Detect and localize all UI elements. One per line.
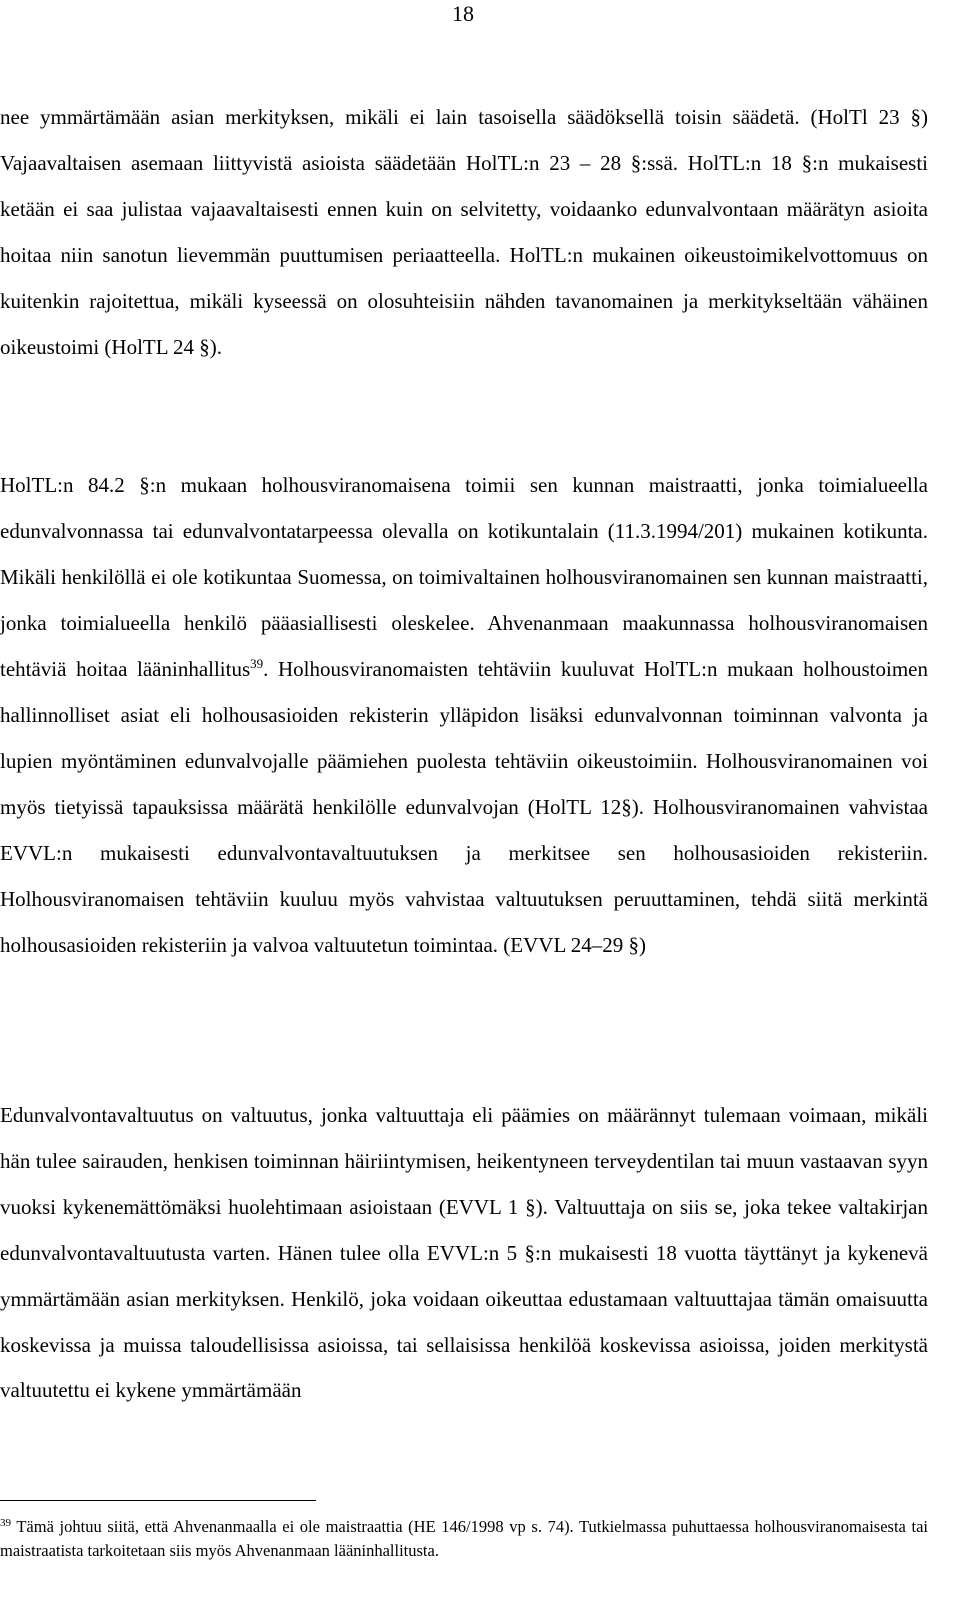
paragraph-3: Edunvalvontavaltuutus on valtuutus, jonka valtuuttaja eli päämies on määrännyt tulemaan voimaan, mikäli hän tulee sairauden, henkisen toiminnan häiriintymisen, heikentyneen terveydentilan tai muun vastaavan syyn vuoksi kykenemättömäksi huolehtimaan asioistaan (EVVL 1 §). Valtuuttaja on siis se, joka tekee valtakirjan edunvalvontavaltuutusta varten. Hänen tulee olla EVVL:n 5 §:n mukaisesti 18 vuotta täyttänyt ja kykenevä ymmärtämään asian merkityksen. Henkilö, joka voidaan oikeuttaa edustamaan valtuuttajaa tämän omaisuutta koskevissa ja muissa taloudellisissa asioissa, tai sellaisissa henkilöä koskevissa asioissa, joiden merkitystä valtuutettu ei kykene ymmärtämään <box>0 1103 928 1403</box>
page-number: 18 <box>452 1 474 26</box>
paragraph-2-text-after-note: . Holhousviranomaisten tehtäviin kuuluvat HolTL:n mukaan holhoustoimen hallinnolliset asiat eli holhousasioiden rekisterin ylläpidon lisäksi edunvalvonnan toiminnan valvonta ja lupien myöntäminen edunvalvojalle päämiehen puolesta tehtäviin oikeustoimiin. Holhousviranomainen voi myös tietyissä tapauksissa määrätä henkilölle edunvalvojan (HolTL 12§). Holhousviranomainen vahvistaa EVVL:n mukaisesti edunvalvontavaltuutuksen ja merkitsee sen holhousasioiden rekisteriin. Holhousviranomaisen tehtäviin kuuluu myös vahvistaa valtuutuksen peruuttaminen, tehdä siitä merkintä holhousasioiden rekisteriin ja valvoa valtuutetun toimintaa. (EVVL 24–29 §) <box>0 657 929 957</box>
footnote <box>0 1515 928 1563</box>
footnote-reference: 39 <box>250 656 264 671</box>
paragraph-2 <box>0 462 928 968</box>
footnote-text: Tämä johtuu siitä, että Ahvenanmaalla ei ole maistraattia (HE 146/1998 vp s. 74). Tutkielmassa puhuttaessa holhousviranomaisesta tai maistraatista tarkoitetaan siis myös Ahvenanmaan lääninhallitusta. <box>0 1517 928 1560</box>
paragraph-2-text-before-note: HolTL:n 84.2 §:n mukaan holhousviranomaisena toimii sen kunnan maistraatti, jonka toimialueella edunvalvonnassa tai edunvalvontatarpeessa olevalla on kotikuntalain (11.3.1994/201) mukainen kotikunta. Mikäli henkilöllä ei ole kotikuntaa Suomessa, on toimivaltainen holhousviranomainen sen kunnan maistraatti, jonka toimialueella henkilö pääasiallisesti oleskelee. Ahvenanmaan maakunnassa holhousviranomaisen tehtäviä hoitaa lääninhallitus <box>0 473 928 681</box>
footnote-separator <box>0 1500 316 1501</box>
paragraph-1: nee ymmärtämään asian merkityksen, mikäli ei lain tasoisella säädöksellä toisin säädetä. (HolTl 23 §) Vajaavaltaisen asemaan liittyvistä asioista säädetään HolTL:n 23 – 28 §:ssä. HolTL:n 18 §:n mukaisesti ketään ei saa julistaa vajaavaltaisesti ennen kuin on selvitetty, voidaanko edunvalvontaan määrätyn asioita hoitaa niin sanotun lievemmän puuttumisen periaatteella. HolTL:n mukainen oikeustoimikelvottomuus on kuitenkin rajoitettua, mikäli kyseessä on olosuhteisiin nähden tavanomainen ja merkitykseltään vähäinen oikeustoimi (HolTL 24 §). <box>0 105 928 359</box>
footnote-mark: 39 <box>0 1517 11 1529</box>
